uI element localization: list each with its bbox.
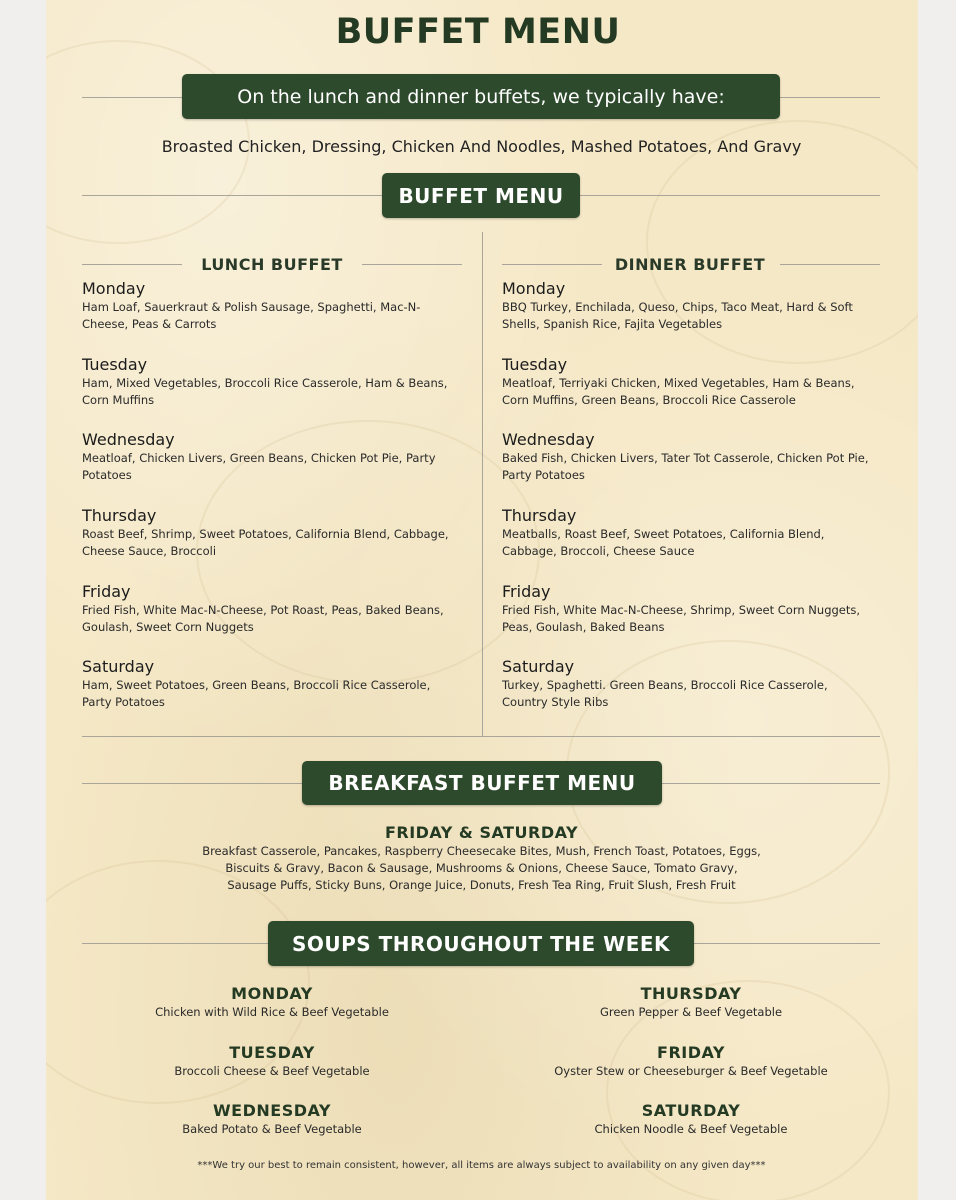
page-title: BUFFET MENU <box>335 12 621 52</box>
dinner-items-wednesday: Baked Fish, Chicken Livers, Tater Tot Casserole, Chicken Pot Pie, Party Potatoes <box>502 451 869 482</box>
divider <box>82 264 182 265</box>
availability-note: ***We try our best to remain consistent, however, all items are always subject to availability on any given day*** <box>197 1160 766 1171</box>
lunch-day-wednesday: Wednesday <box>82 430 175 449</box>
typical-items-text: Broasted Chicken, Dressing, Chicken And Noodles, Mashed Potatoes, And Gravy <box>161 137 802 156</box>
soup-day-monday: MONDAY <box>231 984 313 1003</box>
buffet-menu-banner: BUFFET MENU <box>382 173 580 218</box>
column-divider <box>482 232 483 736</box>
lunch-day-friday: Friday <box>82 582 131 601</box>
breakfast-items: Breakfast Casserole, Pancakes, Raspberry Cheesecake Bites, Mush, French Toast, Potatoes, Eggs, Biscuits & Gravy, Bacon & Sausage, Mushrooms & Onions, Cheese Sauce, Tomato Gravy, Sausage Puffs, Sticky Buns, Orange Juice, Donuts, Fresh Tea Ring, Fruit Slush, Fresh Fruit <box>202 844 761 892</box>
soup-day-wednesday: WEDNESDAY <box>213 1101 331 1120</box>
breakfast-days: FRIDAY & SATURDAY <box>384 823 579 842</box>
dinner-day-saturday: Saturday <box>502 657 575 676</box>
soup-friday: Oyster Stew or Cheeseburger & Beef Vegetable <box>554 1064 828 1078</box>
divider <box>580 195 880 196</box>
dinner-day-thursday: Thursday <box>502 506 577 525</box>
soup-day-tuesday: TUESDAY <box>229 1043 315 1062</box>
dinner-items-tuesday: Meatloaf, Terriyaki Chicken, Mixed Vegetables, Ham & Beans, Corn Muffins, Green Beans, Broccoli Rice Casserole <box>502 376 855 407</box>
lunch-items-friday: Fried Fish, White Mac-N-Cheese, Pot Roast, Peas, Baked Beans, Goulash, Sweet Corn Nuggets <box>82 603 444 634</box>
divider <box>694 943 880 944</box>
lunch-items-wednesday: Meatloaf, Chicken Livers, Green Beans, Chicken Pot Pie, Party Potatoes <box>82 451 436 482</box>
dinner-day-tuesday: Tuesday <box>502 355 568 374</box>
soup-wednesday: Baked Potato & Beef Vegetable <box>182 1122 362 1136</box>
lunch-day-monday: Monday <box>82 279 146 298</box>
soup-thursday: Green Pepper & Beef Vegetable <box>599 1005 783 1019</box>
divider <box>82 97 182 98</box>
typical-items-banner: On the lunch and dinner buffets, we typically have: <box>182 74 780 119</box>
dinner-buffet-heading: DINNER BUFFET <box>614 255 766 274</box>
dinner-items-monday: BBQ Turkey, Enchilada, Queso, Chips, Taco Meat, Hard & Soft Shells, Spanish Rice, Fajita Vegetables <box>502 300 853 331</box>
lunch-buffet-heading: LUNCH BUFFET <box>201 255 343 274</box>
lunch-day-tuesday: Tuesday <box>82 355 148 374</box>
lunch-day-thursday: Thursday <box>82 506 157 525</box>
dinner-day-monday: Monday <box>502 279 566 298</box>
dinner-day-wednesday: Wednesday <box>502 430 595 449</box>
soup-saturday: Chicken Noodle & Beef Vegetable <box>594 1122 788 1136</box>
lunch-items-tuesday: Ham, Mixed Vegetables, Broccoli Rice Casserole, Ham & Beans, Corn Muffins <box>82 376 448 407</box>
divider <box>82 943 268 944</box>
soup-day-saturday: SATURDAY <box>641 1101 741 1120</box>
divider <box>362 264 462 265</box>
soup-day-friday: FRIDAY <box>657 1043 725 1062</box>
soup-tuesday: Broccoli Cheese & Beef Vegetable <box>174 1064 370 1078</box>
soup-day-thursday: THURSDAY <box>640 984 742 1003</box>
soup-monday: Chicken with Wild Rice & Beef Vegetable <box>155 1005 389 1019</box>
dinner-day-friday: Friday <box>502 582 551 601</box>
divider <box>780 97 880 98</box>
divider <box>82 736 880 737</box>
divider <box>502 264 602 265</box>
dinner-items-thursday: Meatballs, Roast Beef, Sweet Potatoes, California Blend, Cabbage, Broccoli, Cheese Sauce <box>502 527 825 558</box>
breakfast-buffet-banner: BREAKFAST BUFFET MENU <box>302 761 662 805</box>
divider <box>780 264 880 265</box>
divider <box>82 783 302 784</box>
dinner-items-saturday: Turkey, Spaghetti. Green Beans, Broccoli Rice Casserole, Country Style Ribs <box>502 678 828 709</box>
lunch-items-thursday: Roast Beef, Shrimp, Sweet Potatoes, California Blend, Cabbage, Cheese Sauce, Broccoli <box>82 527 449 558</box>
dinner-items-friday: Fried Fish, White Mac-N-Cheese, Shrimp, Sweet Corn Nuggets, Peas, Goulash, Baked Beans <box>502 603 861 634</box>
divider <box>82 195 382 196</box>
lunch-day-saturday: Saturday <box>82 657 155 676</box>
lunch-items-saturday: Ham, Sweet Potatoes, Green Beans, Broccoli Rice Casserole, Party Potatoes <box>82 678 431 709</box>
divider <box>662 783 880 784</box>
lunch-items-monday: Ham Loaf, Sauerkraut & Polish Sausage, Spaghetti, Mac-N- Cheese, Peas & Carrots <box>82 300 421 331</box>
soups-banner: SOUPS THROUGHOUT THE WEEK <box>268 921 694 966</box>
